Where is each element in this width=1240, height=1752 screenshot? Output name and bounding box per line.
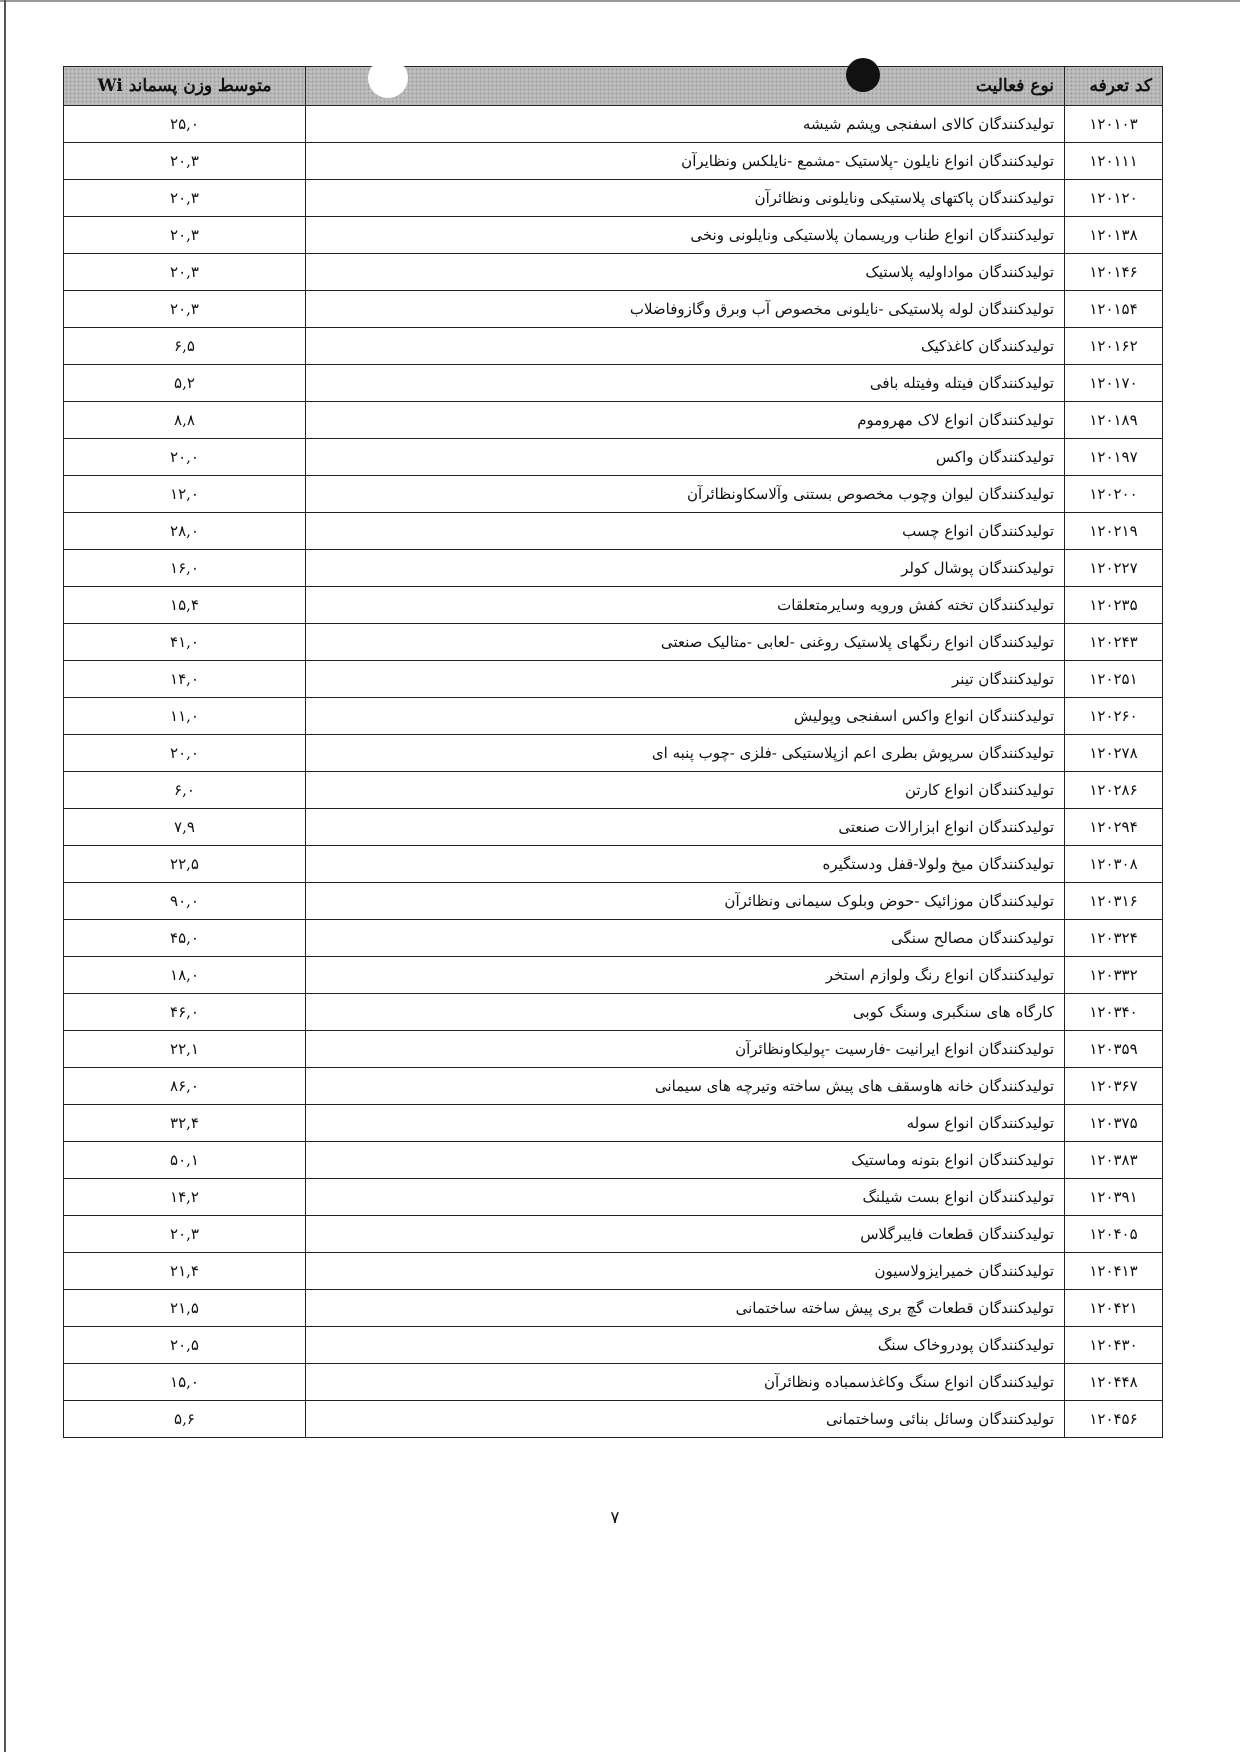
table-row — [64, 513, 1163, 550]
activity-cell: تولیدکنندگان خمیرایزولاسیون — [306, 1253, 1065, 1290]
code-cell: ۱۲۰۴۲۱ — [1065, 1290, 1163, 1327]
code-cell: ۱۲۰۴۳۰ — [1065, 1327, 1163, 1364]
weight-cell: ۲۰,۵ — [64, 1327, 306, 1364]
code-cell: ۱۲۰۴۰۵ — [1065, 1216, 1163, 1253]
weight-cell: ۲۲,۱ — [64, 1031, 306, 1068]
activity-cell: تولیدکنندگان موزائیک -حوض وبلوک سیمانی ونظائرآن — [306, 883, 1065, 920]
code-cell: ۱۲۰۳۵۹ — [1065, 1031, 1163, 1068]
table-row — [64, 846, 1163, 883]
code-cell: ۱۲۰۱۳۸ — [1065, 217, 1163, 254]
weight-cell: ۲۰,۰ — [64, 735, 306, 772]
weight-cell: ۱۱,۰ — [64, 698, 306, 735]
code-cell: ۱۲۰۲۵۱ — [1065, 661, 1163, 698]
weight-cell: ۴۶,۰ — [64, 994, 306, 1031]
weight-cell: ۲۰,۰ — [64, 439, 306, 476]
code-cell: ۱۲۰۱۲۰ — [1065, 180, 1163, 217]
table-row — [64, 772, 1163, 809]
table-row — [64, 365, 1163, 402]
scan-edge-left — [4, 0, 6, 1752]
table-row — [64, 254, 1163, 291]
weight-cell: ۶,۵ — [64, 328, 306, 365]
weight-cell: ۳۲,۴ — [64, 1105, 306, 1142]
activity-cell: تولیدکنندگان انواع نایلون -پلاستیک -مشمع -نایلکس ونظایرآن — [306, 143, 1065, 180]
weight-cell: ۷,۹ — [64, 809, 306, 846]
header-code: کد تعرفه — [1065, 67, 1163, 106]
weight-cell: ۸۶,۰ — [64, 1068, 306, 1105]
table-row — [64, 1290, 1163, 1327]
weight-cell: ۴۵,۰ — [64, 920, 306, 957]
code-cell: ۱۲۰۳۹۱ — [1065, 1179, 1163, 1216]
table-row — [64, 957, 1163, 994]
activity-cell: تولیدکنندگان پوشال کولر — [306, 550, 1065, 587]
weight-cell: ۲۲,۵ — [64, 846, 306, 883]
activity-cell: کارگاه های سنگبری وسنگ کوبی — [306, 994, 1065, 1031]
activity-cell: تولیدکنندگان تخته کفش ورویه وسایرمتعلقات — [306, 587, 1065, 624]
table-row — [64, 476, 1163, 513]
table-row — [64, 402, 1163, 439]
code-cell: ۱۲۰۳۸۳ — [1065, 1142, 1163, 1179]
activity-cell: تولیدکنندگان کالای اسفنجی وپشم شیشه — [306, 106, 1065, 143]
table-row — [64, 106, 1163, 143]
table-row — [64, 328, 1163, 365]
code-cell: ۱۲۰۲۳۵ — [1065, 587, 1163, 624]
activity-cell: تولیدکنندگان انواع سوله — [306, 1105, 1065, 1142]
table-row — [64, 1031, 1163, 1068]
code-cell: ۱۲۰۱۸۹ — [1065, 402, 1163, 439]
activity-cell: تولیدکنندگان انواع رنگهای پلاستیک روغنی -لعابی -متالیک صنعتی — [306, 624, 1065, 661]
code-cell: ۱۲۰۲۱۹ — [1065, 513, 1163, 550]
code-cell: ۱۲۰۱۹۷ — [1065, 439, 1163, 476]
table-row — [64, 883, 1163, 920]
punch-hole-white — [368, 58, 408, 98]
table-row — [64, 587, 1163, 624]
weight-cell: ۱۲,۰ — [64, 476, 306, 513]
weight-cell: ۱۴,۰ — [64, 661, 306, 698]
tariff-table — [63, 66, 1163, 1438]
table-row — [64, 1105, 1163, 1142]
table-row — [64, 1179, 1163, 1216]
code-cell: ۱۲۰۲۰۰ — [1065, 476, 1163, 513]
activity-cell: تولیدکنندگان انواع بتونه وماستیک — [306, 1142, 1065, 1179]
weight-cell: ۲۱,۵ — [64, 1290, 306, 1327]
code-cell: ۱۲۰۳۲۴ — [1065, 920, 1163, 957]
weight-cell: ۸,۸ — [64, 402, 306, 439]
activity-cell: تولیدکنندگان انواع واکس اسفنجی وپولیش — [306, 698, 1065, 735]
activity-cell: تولیدکنندگان خانه هاوسقف های پیش ساخته وتیرچه های سیمانی — [306, 1068, 1065, 1105]
code-cell: ۱۲۰۲۴۳ — [1065, 624, 1163, 661]
weight-cell: ۴۱,۰ — [64, 624, 306, 661]
activity-cell: تولیدکنندگان انواع سنگ وکاغذسمباده ونظائرآن — [306, 1364, 1065, 1401]
code-cell: ۱۲۰۳۶۷ — [1065, 1068, 1163, 1105]
weight-cell: ۲۰,۳ — [64, 217, 306, 254]
table-row — [64, 809, 1163, 846]
activity-cell: تولیدکنندگان میخ ولولا-قفل ودستگیره — [306, 846, 1065, 883]
header-activity: نوع فعالیت — [306, 67, 1065, 106]
weight-cell: ۵۰,۱ — [64, 1142, 306, 1179]
code-cell: ۱۲۰۱۱۱ — [1065, 143, 1163, 180]
code-cell: ۱۲۰۱۴۶ — [1065, 254, 1163, 291]
code-cell: ۱۲۰۴۴۸ — [1065, 1364, 1163, 1401]
activity-cell: تولیدکنندگان مصالح سنگی — [306, 920, 1065, 957]
table-row — [64, 1327, 1163, 1364]
weight-cell: ۱۵,۰ — [64, 1364, 306, 1401]
table-row — [64, 1253, 1163, 1290]
code-cell: ۱۲۰۳۳۲ — [1065, 957, 1163, 994]
activity-cell: تولیدکنندگان انواع ایرانیت -فارسیت -پولیکاونظائرآن — [306, 1031, 1065, 1068]
code-cell: ۱۲۰۴۵۶ — [1065, 1401, 1163, 1438]
activity-cell: تولیدکنندگان انواع ابزارالات صنعتی — [306, 809, 1065, 846]
code-cell: ۱۲۰۴۱۳ — [1065, 1253, 1163, 1290]
weight-cell: ۵,۲ — [64, 365, 306, 402]
activity-cell: تولیدکنندگان لوله پلاستیکی -نایلونی مخصوص آب وبرق وگازوفاضلاب — [306, 291, 1065, 328]
activity-cell: تولیدکنندگان انواع بست شیلنگ — [306, 1179, 1065, 1216]
activity-cell: تولیدکنندگان کاغذکیک — [306, 328, 1065, 365]
table-row — [64, 920, 1163, 957]
weight-cell: ۱۵,۴ — [64, 587, 306, 624]
table-row — [64, 180, 1163, 217]
activity-cell: تولیدکنندگان انواع رنگ ولوازم استخر — [306, 957, 1065, 994]
table-row — [64, 439, 1163, 476]
table-row — [64, 698, 1163, 735]
table-row — [64, 1364, 1163, 1401]
activity-cell: تولیدکنندگان سرپوش بطری اعم ازپلاستیکی -فلزی -چوب پنبه ای — [306, 735, 1065, 772]
table-row — [64, 291, 1163, 328]
code-cell: ۱۲۰۲۷۸ — [1065, 735, 1163, 772]
activity-cell: تولیدکنندگان قطعات گچ بری پیش ساخته ساختمانی — [306, 1290, 1065, 1327]
activity-cell: تولیدکنندگان مواداولیه پلاستیک — [306, 254, 1065, 291]
table-row — [64, 1068, 1163, 1105]
activity-cell: تولیدکنندگان انواع طناب وریسمان پلاستیکی ونایلونی ونخی — [306, 217, 1065, 254]
weight-cell: ۲۰,۳ — [64, 291, 306, 328]
code-cell: ۱۲۰۱۶۲ — [1065, 328, 1163, 365]
table-row — [64, 994, 1163, 1031]
code-cell: ۱۲۰۳۱۶ — [1065, 883, 1163, 920]
table-row — [64, 1216, 1163, 1253]
code-cell: ۱۲۰۲۸۶ — [1065, 772, 1163, 809]
weight-cell: ۲۰,۳ — [64, 1216, 306, 1253]
weight-cell: ۲۵,۰ — [64, 106, 306, 143]
weight-cell: ۱۸,۰ — [64, 957, 306, 994]
table-row — [64, 217, 1163, 254]
weight-cell: ۲۱,۴ — [64, 1253, 306, 1290]
weight-cell: ۲۰,۳ — [64, 254, 306, 291]
code-cell: ۱۲۰۱۵۴ — [1065, 291, 1163, 328]
weight-cell: ۲۰,۳ — [64, 180, 306, 217]
activity-cell: تولیدکنندگان پاکتهای پلاستیکی ونایلونی ونظائرآن — [306, 180, 1065, 217]
code-cell: ۱۲۰۳۴۰ — [1065, 994, 1163, 1031]
code-cell: ۱۲۰۲۲۷ — [1065, 550, 1163, 587]
code-cell: ۱۲۰۲۹۴ — [1065, 809, 1163, 846]
code-cell: ۱۲۰۳۷۵ — [1065, 1105, 1163, 1142]
table-row — [64, 1142, 1163, 1179]
activity-cell: تولیدکنندگان انواع کارتن — [306, 772, 1065, 809]
weight-cell: ۱۴,۲ — [64, 1179, 306, 1216]
table-row — [64, 550, 1163, 587]
activity-cell: تولیدکنندگان انواع لاک مهروموم — [306, 402, 1065, 439]
table-row — [64, 1401, 1163, 1438]
activity-cell: تولیدکنندگان تینر — [306, 661, 1065, 698]
page-number: ۷ — [610, 1508, 620, 1528]
activity-cell: تولیدکنندگان پودروخاک سنگ — [306, 1327, 1065, 1364]
code-cell: ۱۲۰۳۰۸ — [1065, 846, 1163, 883]
code-cell: ۱۲۰۱۰۳ — [1065, 106, 1163, 143]
table-row — [64, 143, 1163, 180]
weight-cell: ۱۶,۰ — [64, 550, 306, 587]
weight-cell: ۲۰,۳ — [64, 143, 306, 180]
table-header-row — [64, 67, 1163, 106]
weight-cell: ۲۸,۰ — [64, 513, 306, 550]
activity-cell: تولیدکنندگان قطعات فایبرگلاس — [306, 1216, 1065, 1253]
activity-cell: تولیدکنندگان انواع چسب — [306, 513, 1065, 550]
table-row — [64, 661, 1163, 698]
punch-hole-black — [846, 58, 880, 92]
table-row — [64, 735, 1163, 772]
code-cell: ۱۲۰۲۶۰ — [1065, 698, 1163, 735]
activity-cell: تولیدکنندگان فیتله وفیتله بافی — [306, 365, 1065, 402]
table-row — [64, 624, 1163, 661]
weight-cell: ۶,۰ — [64, 772, 306, 809]
header-weight: متوسط وزن پسماند Wi — [64, 67, 306, 106]
activity-cell: تولیدکنندگان واکس — [306, 439, 1065, 476]
weight-cell: ۵,۶ — [64, 1401, 306, 1438]
code-cell: ۱۲۰۱۷۰ — [1065, 365, 1163, 402]
weight-cell: ۹۰,۰ — [64, 883, 306, 920]
scan-edge-top — [0, 0, 1240, 2]
activity-cell: تولیدکنندگان لیوان وچوب مخصوص بستنی وآلاسکاونظائرآن — [306, 476, 1065, 513]
activity-cell: تولیدکنندگان وسائل بنائی وساختمانی — [306, 1401, 1065, 1438]
